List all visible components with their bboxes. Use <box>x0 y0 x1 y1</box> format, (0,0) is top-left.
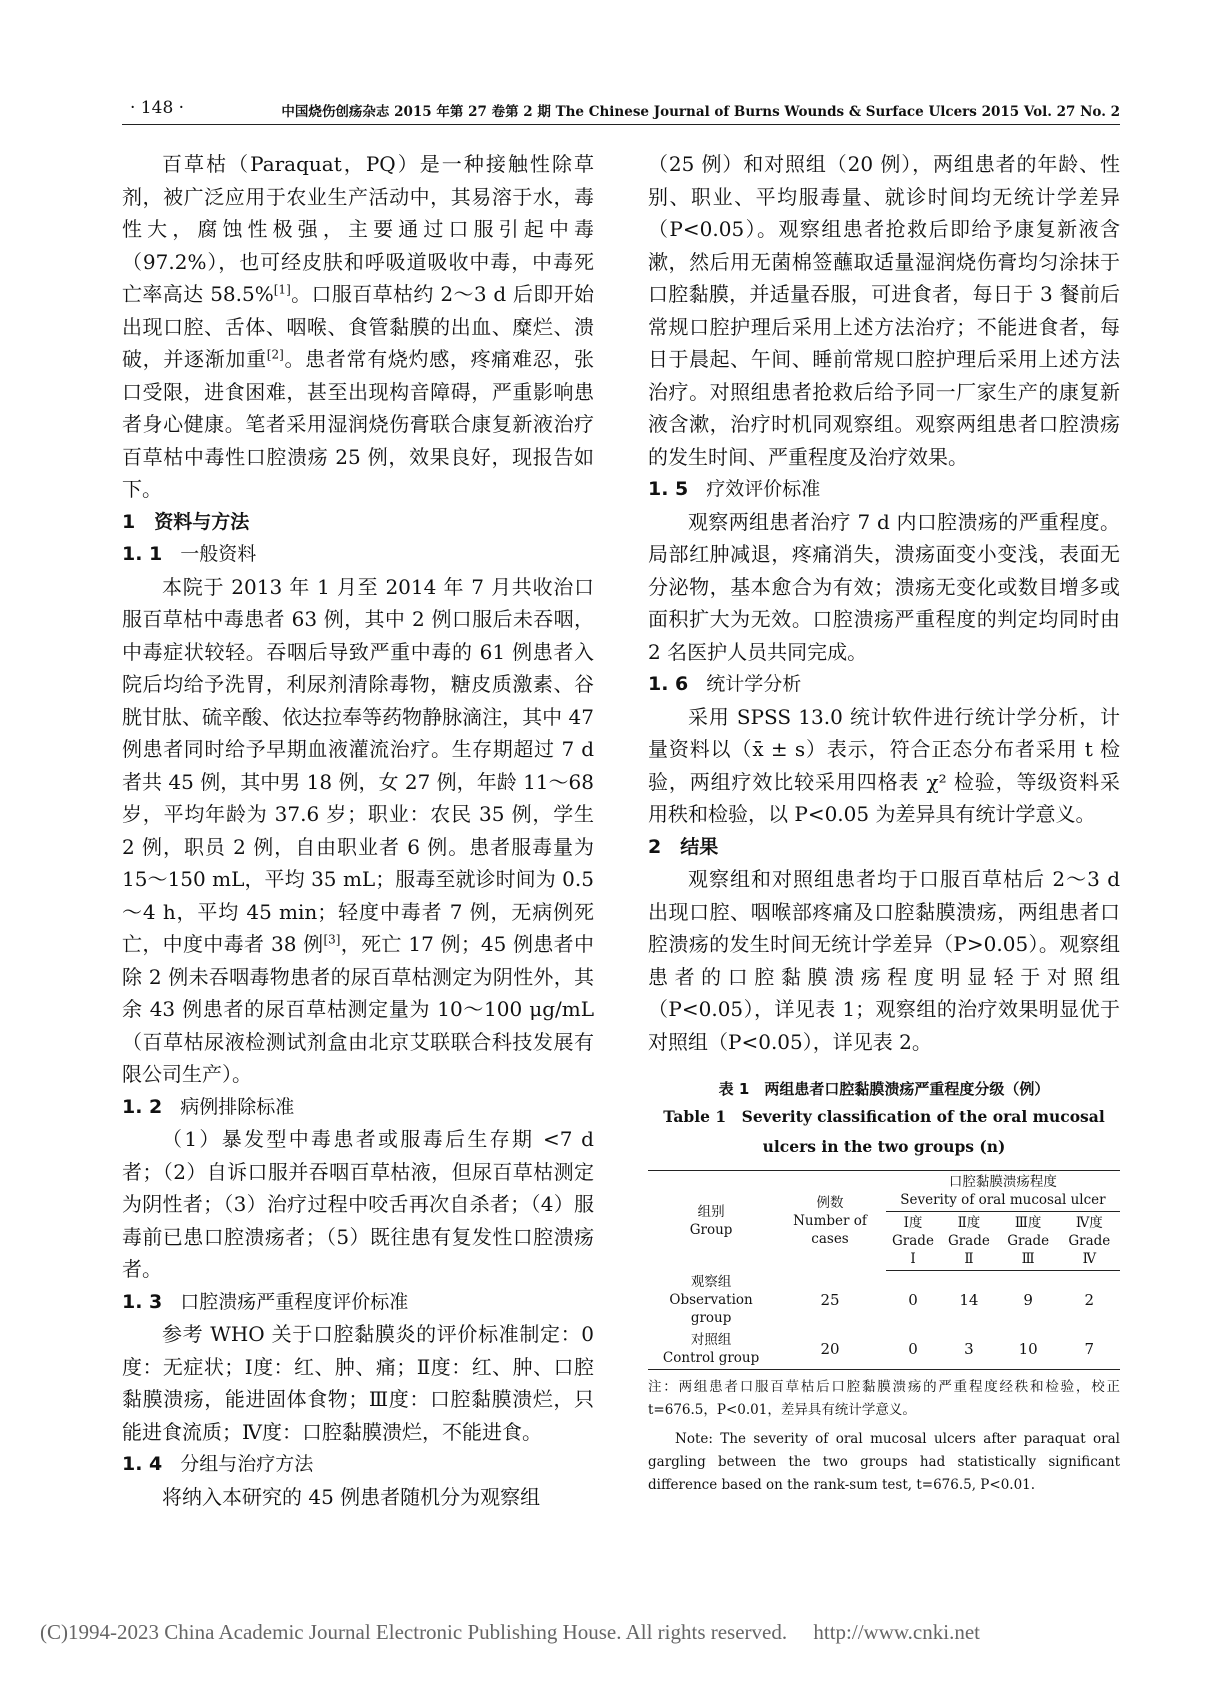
citation-3[interactable]: [3] <box>323 932 341 947</box>
table-row: 对照组 Control group 20 0 3 10 7 <box>662 1331 1095 1366</box>
intro-paragraph: 百草枯（Paraquat，PQ）是一种接触性除草剂，被广泛应用于农业生产活动中，其易溶于水，毒性大，腐蚀性极强，主要通过口服引起中毒（97.2%），也可经皮肤和呼吸道吸收中毒，中毒死亡率高达 58.5%[1]。口服百草枯约 2～3 d 后即开始出现口腔、舌体、咽喉、食管黏膜的出血、糜烂、溃破，并逐渐加重[2]。患者常有烧灼感，疼痛难忍，张口受限，进食困难，甚至出现构音障碍，严重影响患者身心健康。笔者采用湿润烧伤膏联合康复新液治疗百草枯中毒性口腔溃疡 25 例，效果良好，现报告如下。 <box>122 152 595 501</box>
table-header-grade-2: Ⅱ度 Grade Ⅱ <box>940 1212 998 1271</box>
table-1-note-en: Note: The severity of oral mucosal ulcers after paraquat oral gargling between the two groups had statistically significant difference based on the rank-sum test, t=676.5, P<0.01. <box>648 1430 1120 1493</box>
section-1-1-text: 本院于 2013 年 1 月至 2014 年 7 月共收治口服百草枯中毒患者 63 例，其中 2 例口服后未吞咽，中毒症状较轻。吞咽后导致严重中毒的 61 例患者入院后均给予洗胃，利尿剂清除毒物，糖皮质激素、谷胱甘肽、硫辛酸、依达拉奉等药物静脉滴注，其中 47 例患者同时给予早期血液灌流治疗。生存期超过 7 d 者共 45 例，其中男 18 例，女 27 例，年龄 11～68 岁，平均年龄为 37.6 岁；职业：农民 35 例，学生 2 例，职员 2 例，自由职业者 6 例。患者服毒量为 15～150 mL，平均 35 mL；服毒至就诊时间为 0.5～4 h，平均 45 min；轻度中毒者 7 例，无病例死亡，中度中毒者 38 例[3]，死亡 17 例；45 例患者中除 2 例未吞咽毒物患者的尿百草枯测定为阴性外，其余 43 例患者的尿百草枯测定量为 10～100 μg/mL（百草枯尿液检测试剂盒由北京艾联联合科技发展有限公司生产）。 <box>122 574 594 1086</box>
table-header-grade-1: Ⅰ度 Grade Ⅰ <box>886 1212 940 1271</box>
section-1-2-text: （1）暴发型中毒患者或服毒后生存期 <7 d 者；（2）自诉口服并吞咽百草枯液，但尿百草枯测定为阴性者；（3）治疗过程中咬舌再次自杀者；（4）服毒前已患口腔溃疡者；（5）既往患有复发性口腔溃疡者。 <box>122 1127 594 1281</box>
table-header-group: 组别 Group <box>689 1203 733 1238</box>
citation-1[interactable]: [1] <box>273 282 291 297</box>
right-column <box>648 148 1120 1497</box>
section-2-text: 观察组和对照组患者均于口服百草枯后 2～3 d 出现口腔、咽喉部疼痛及口腔黏膜溃疡，两组患者口腔溃疡的发生时间无统计学差异（P>0.05）。观察组患者的口腔黏膜溃疡程度明显轻于对照组（P<0.05），详见表 1；观察组的治疗效果明显优于对照组（P<0.05），详见表 2。 <box>648 867 1120 1054</box>
page-number: · 148 · <box>130 98 185 118</box>
section-1-heading: 1 资料与方法 <box>122 510 250 533</box>
section-1-3-text: 参考 WHO 关于口腔黏膜炎的评价标准制定：0 度：无症状；Ⅰ度：红、肿、痛；Ⅱ度：红、肿、口腔黏膜溃疡，能进固体食物；Ⅲ度：口腔黏膜溃烂，只能进食流质；Ⅳ度：口腔黏膜溃烂，不能进食。 <box>122 1322 594 1444</box>
section-1-6-text: 采用 SPSS 13.0 统计软件进行统计学分析，计量资料以（x̄ ± s）表示，符合正态分布者采用 t 检验，两组疗效比较采用四格表 χ² 检验，等级资料采用秩和检验，以 P<0.05 为差异具有统计学意义。 <box>648 704 1120 826</box>
table-1-note-cn: 注：两组患者口服百草枯后口腔黏膜溃疡的严重程度经秩和检验，校正 t=676.5，P<0.01，差异具有统计学意义。 <box>648 1378 1120 1418</box>
table-1-caption-en: Table 1 Severity classification of the oral mucosal ulcers in the two groups (n) <box>663 1107 1105 1156</box>
copyright-footer: (C)1994-2023 China Academic Journal Electronic Publishing House. All rights reserved. http://www.cnki.net <box>40 1620 980 1644</box>
section-1-1-heading: 1. 1 一般资料 <box>122 543 257 565</box>
table-1-caption-cn: 表 1 两组患者口腔黏膜溃疡严重程度分级（例） <box>718 1080 1050 1098</box>
section-1-4-text: 将纳入本研究的 45 例患者随机分为观察组 <box>162 1484 541 1509</box>
table-1 <box>648 1170 1120 1370</box>
table-header-grade-4: Ⅳ度 Grade Ⅳ <box>1059 1212 1120 1271</box>
table-row: 观察组 Observation group 25 0 14 9 2 <box>669 1273 1095 1326</box>
table-header-cases: 例数 Number of cases <box>793 1194 867 1247</box>
page-header <box>122 98 1120 125</box>
citation-2[interactable]: [2] <box>266 347 284 362</box>
section-1-5-text: 观察两组患者治疗 7 d 内口腔溃疡的严重程度。局部红肿减退，疼痛消失，溃疡面变小变浅，表面无分泌物，基本愈合为有效；溃疡无变化或数目增多或面积扩大为无效。口腔溃疡严重程度的判定均同时由 2 名医护人员共同完成。 <box>648 509 1120 664</box>
table-header-severity: 口腔黏膜溃疡程度 Severity of oral mucosal ulcer <box>886 1171 1120 1212</box>
section-1-3-heading: 1. 3 口腔溃疡严重程度评价标准 <box>122 1290 409 1313</box>
section-1-4-heading: 1. 4 分组与治疗方法 <box>122 1453 314 1475</box>
section-1-4-continued: （25 例）和对照组（20 例），两组患者的年龄、性别、职业、平均服毒量、就诊时间均无统计学差异（P<0.05）。观察组患者抢救后即给予康复新液含漱，然后用无菌棉签蘸取适量湿润烧伤膏均匀涂抹于口腔黏膜，并适量吞服，可进食者，每日于 3 餐前后常规口腔护理后采用上述方法治疗；不能进食者，每日于晨起、午间、睡前常规口腔护理后采用上述方法治疗。对照组患者抢救后给予同一厂家生产的康复新液含漱，治疗时机同观察组。观察两组患者口腔溃疡的发生时间、严重程度及治疗效果。 <box>648 152 1120 469</box>
section-1-6-heading: 1. 6 统计学分析 <box>648 673 802 695</box>
table-header-grade-3: Ⅲ度 Grade Ⅲ <box>998 1212 1059 1271</box>
journal-title: 中国烧伤创疡杂志 2015 年第 27 卷第 2 期 The Chinese Journal of Burns Wounds & Surface Ulcers 2015 Vol. 27 No. 2 <box>281 104 1120 120</box>
section-2-heading: 2 结果 <box>648 835 719 858</box>
left-column <box>122 148 594 1513</box>
section-1-2-heading: 1. 2 病例排除标准 <box>122 1095 295 1118</box>
section-1-5-heading: 1. 5 疗效评价标准 <box>648 478 821 500</box>
